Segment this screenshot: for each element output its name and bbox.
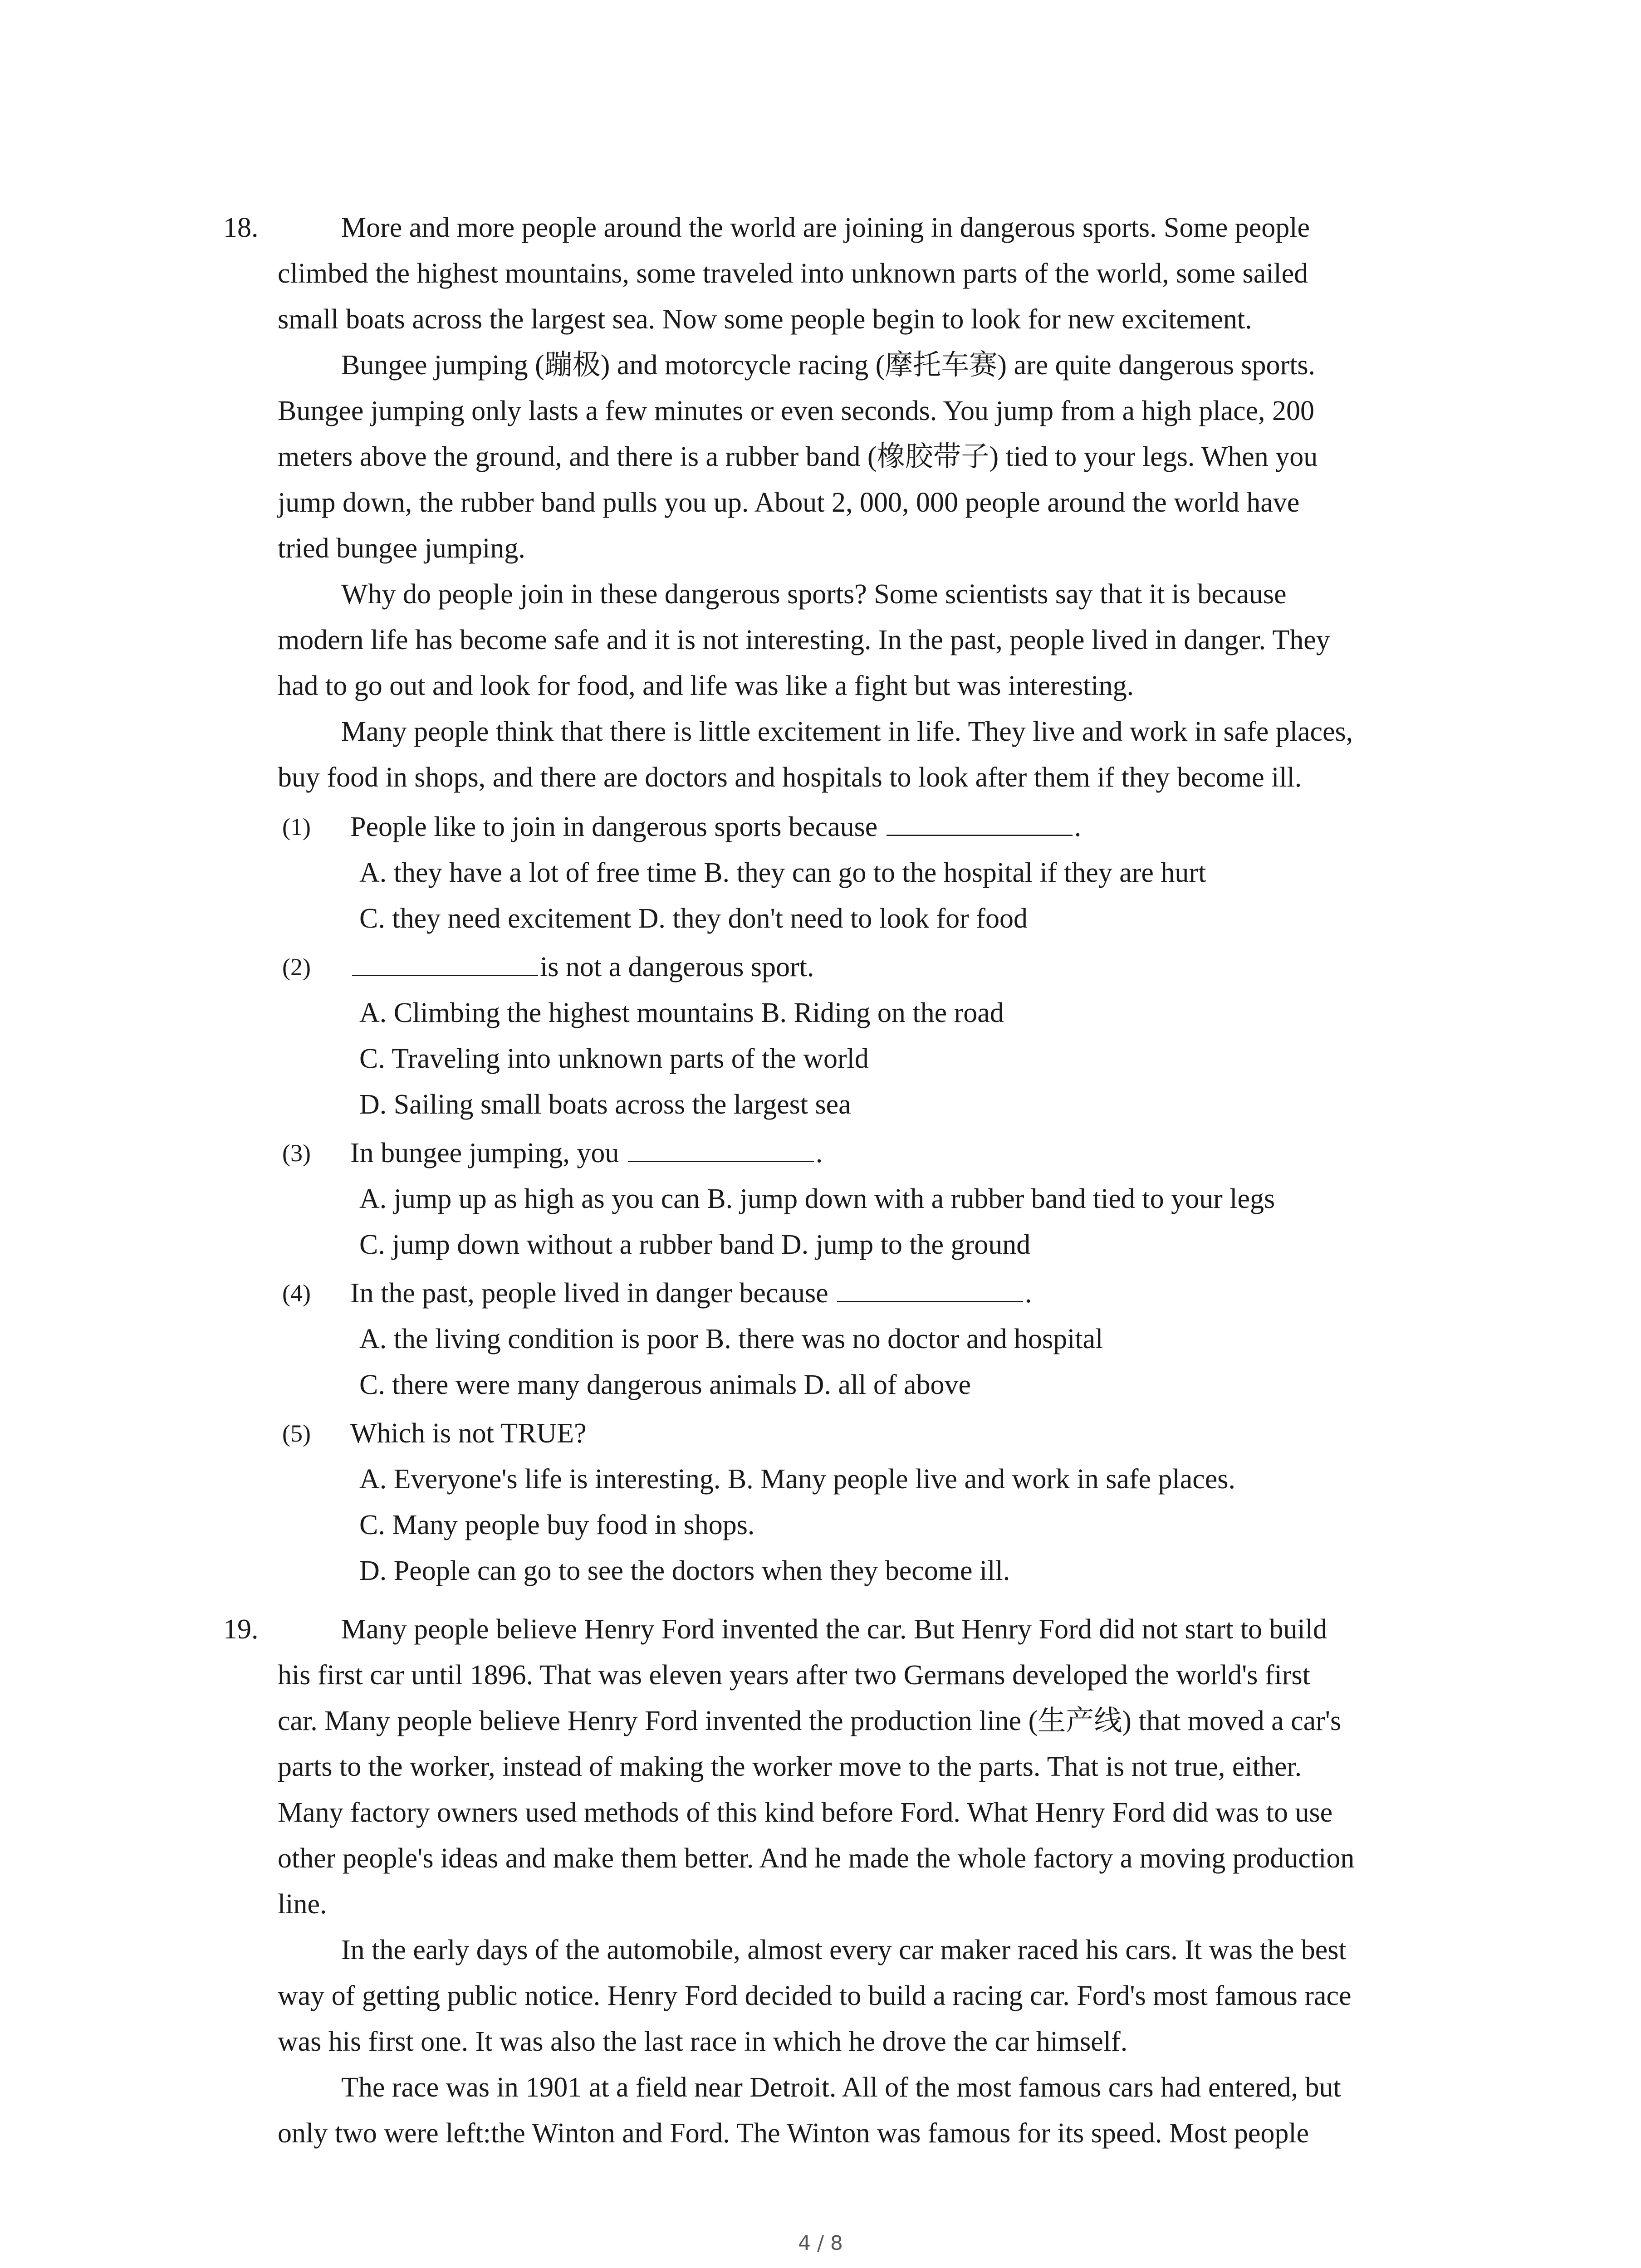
passage-text: small boats across the largest sea. Now some people begin to look for new excitement. <box>278 304 1252 335</box>
sub-question-number: (4) <box>282 1280 311 1307</box>
passage-text: way of getting public notice. Henry Ford decided to build a racing car. Ford's most famous race <box>278 1980 1352 2011</box>
sub-question-text <box>350 949 814 985</box>
question-stem-end: . <box>815 1138 823 1168</box>
question-stem: Which is not TRUE? <box>350 1418 587 1449</box>
sub-question-number: (5) <box>282 1420 311 1447</box>
passage-text: Many people believe Henry Ford invented the car. But Henry Ford did not start to build <box>341 1614 1327 1645</box>
answer-options: C. Traveling into unknown parts of the world <box>359 1043 869 1074</box>
question-stem: In bungee jumping, you <box>350 1138 619 1168</box>
passage-text: other people's ideas and make them better. And he made the whole factory a moving production <box>278 1843 1355 1874</box>
question-stem: People like to join in dangerous sports because <box>350 811 878 842</box>
passage-text: Many factory owners used methods of this kind before Ford. What Henry Ford did was to use <box>278 1797 1333 1828</box>
passage-text: climbed the highest mountains, some traveled into unknown parts of the world, some sailed <box>278 258 1308 289</box>
passage-text: only two were left:the Winton and Ford. The Winton was famous for its speed. Most people <box>278 2118 1309 2149</box>
passage-text: car. Many people believe Henry Ford invented the production line (生产线) that moved a car's <box>278 1706 1342 1736</box>
passage-text: tried bungee jumping. <box>278 533 525 564</box>
passage-text: Bungee jumping (蹦极) and motorcycle racing (摩托车赛) are quite dangerous sports. <box>341 350 1316 381</box>
passage-text: modern life has become safe and it is not interesting. In the past, people lived in danger. They <box>278 625 1330 655</box>
page-number: 4 / 8 <box>798 2232 843 2255</box>
answer-options: C. Many people buy food in shops. <box>359 1510 755 1540</box>
sub-question-text <box>350 809 1081 845</box>
passage-text: Why do people join in these dangerous sports? Some scientists say that it is because <box>341 579 1287 610</box>
answer-options: A. Climbing the highest mountains B. Riding on the road <box>359 997 1004 1028</box>
passage-text: meters above the ground, and there is a rubber band (橡胶带子) tied to your legs. When you <box>278 441 1318 472</box>
passage-text: Bungee jumping only lasts a few minutes or even seconds. You jump from a high place, 200 <box>278 396 1315 426</box>
answer-options: A. the living condition is poor B. there was no doctor and hospital <box>359 1324 1103 1354</box>
sub-question-number: (2) <box>282 953 311 981</box>
question-stem-end: is not a dangerous sport. <box>540 952 814 982</box>
passage-text: jump down, the rubber band pulls you up. About 2, 000, 000 people around the world have <box>278 487 1300 518</box>
question-stem: In the past, people lived in danger because <box>350 1278 828 1309</box>
answer-blank <box>887 811 1073 836</box>
passage-text: Many people think that there is little excitement in life. They live and work in safe places, <box>341 716 1353 747</box>
question-stem-end: . <box>1025 1278 1032 1309</box>
passage-text: parts to the worker, instead of making the worker move to the parts. That is not true, either. <box>278 1751 1302 1782</box>
passage-text: had to go out and look for food, and life was like a fight but was interesting. <box>278 670 1134 701</box>
answer-options: D. People can go to see the doctors when they become ill. <box>359 1555 1010 1586</box>
answer-options: D. Sailing small boats across the largest sea <box>359 1089 851 1120</box>
passage-text: was his first one. It was also the last race in which he drove the car himself. <box>278 2026 1128 2057</box>
answer-options: C. there were many dangerous animals D. all of above <box>359 1369 971 1400</box>
sub-question-text <box>350 1135 823 1171</box>
answer-blank <box>352 951 538 976</box>
passage-text: More and more people around the world are joining in dangerous sports. Some people <box>341 212 1310 243</box>
answer-blank <box>837 1277 1023 1302</box>
passage-text: The race was in 1901 at a field near Detroit. All of the most famous cars had entered, but <box>341 2072 1341 2103</box>
question-number: 18. <box>223 212 259 243</box>
answer-options: A. jump up as high as you can B. jump down with a rubber band tied to your legs <box>359 1183 1275 1214</box>
answer-options: C. they need excitement D. they don't need to look for food <box>359 903 1028 934</box>
passage-text: In the early days of the automobile, almost every car maker raced his cars. It was the best <box>341 1935 1347 1965</box>
sub-question-number: (1) <box>282 813 311 841</box>
answer-options: C. jump down without a rubber band D. jump to the ground <box>359 1229 1031 1260</box>
passage-text: his first car until 1896. That was eleven years after two Germans developed the world's first <box>278 1660 1310 1691</box>
answer-blank <box>628 1137 814 1162</box>
question-number: 19. <box>223 1614 259 1645</box>
answer-options: A. they have a lot of free time B. they can go to the hospital if they are hurt <box>359 857 1206 888</box>
sub-question-text <box>350 1415 587 1452</box>
passage-text: buy food in shops, and there are doctors and hospitals to look after them if they become ill. <box>278 762 1302 793</box>
sub-question-text <box>350 1275 1032 1311</box>
passage-text: line. <box>278 1889 327 1920</box>
question-stem-end: . <box>1074 811 1082 842</box>
answer-options: A. Everyone's life is interesting. B. Many people live and work in safe places. <box>359 1464 1235 1495</box>
sub-question-number: (3) <box>282 1139 311 1167</box>
